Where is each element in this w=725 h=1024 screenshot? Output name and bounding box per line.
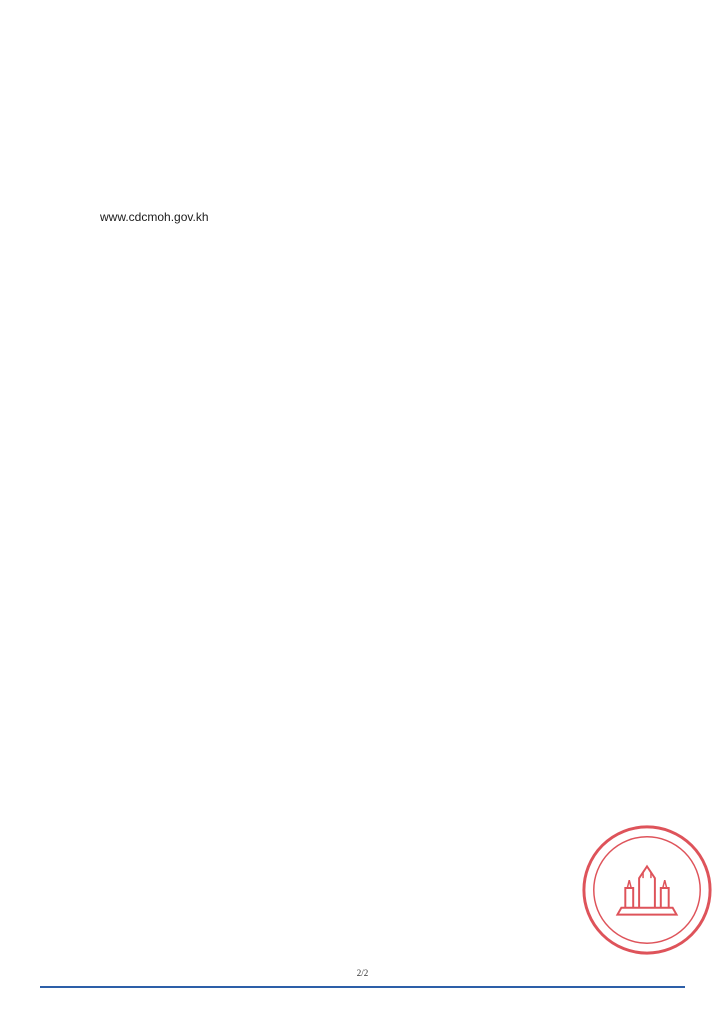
body-text [62,10,662,255]
footer-address [40,992,685,1012]
heading-section-3 [62,105,662,127]
paragraph-7 [62,231,662,252]
paragraph-4 [62,153,662,174]
paragraph-5 [62,182,662,203]
paragraph-3 [62,129,662,150]
paragraph-6 [62,206,662,229]
heading-k2 [62,34,662,56]
website-link[interactable]: www.cdcmoh.gov.kh [100,209,209,224]
page-number: 2/2 [356,968,369,978]
paragraph-2 [62,58,662,79]
footer-divider [40,986,685,988]
heading-section-2 [62,82,662,104]
ministry-seal-icon [578,820,716,960]
paragraph-1 [62,10,662,31]
